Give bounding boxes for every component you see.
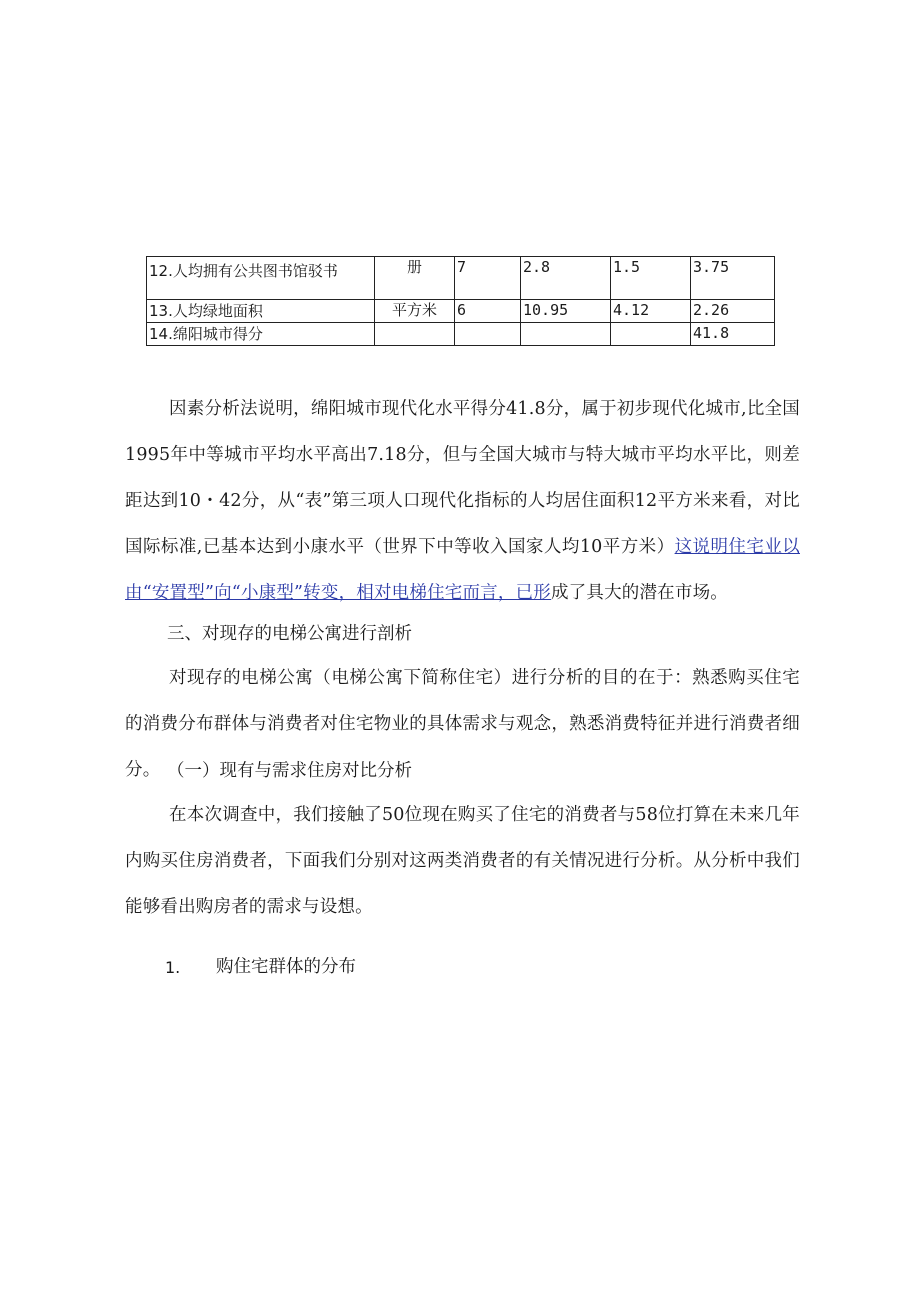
list-number: 1. xyxy=(165,958,181,977)
underlined-link-text[interactable]: 这说明住宅业以由“安置型”向“小康型”转变，相对电梯住宅而言，已形 xyxy=(125,537,800,603)
sub-heading: （一）现有与需求住房对比分析 xyxy=(167,761,412,781)
table-cell: 6 xyxy=(455,300,521,323)
table-cell: 1.5 xyxy=(611,257,691,300)
paragraph-text: 因素分析法说明，绵阳城市现代化水平得分41.8分，属于初步现代化城市,比全国1995年中等城市平均水平高出7.18分，但与全国大城市与特大城市平均水平比，则差距达到10・42分，从“表”第三项人口现代化指标的人均居住面积12平方米来看，对比国际标准,已基本达到小康水平（世界下中等收入国家人均10平方米） xyxy=(125,399,800,557)
table-cell xyxy=(455,323,521,346)
purpose-paragraph: 对现存的电梯公寓（电梯公寓下简称住宅）进行分析的目的在于：熟悉购买住宅的消费分布群体与消费者对住宅物业的具体需求与观念，熟悉消费特征并进行消费者细分。 xyxy=(125,668,800,780)
table-row xyxy=(147,257,775,300)
list-item-text: 购住宅群体的分布 xyxy=(216,957,356,977)
table-cell xyxy=(611,323,691,346)
survey-paragraph: 在本次调查中，我们接触了50位现在购买了住宅的消费者与58位打算在未来几年内购买住房消费者，下面我们分别对这两类消费者的有关情况进行分析。从分析中我们能够看出购房者的需求与设想。 xyxy=(125,805,800,917)
table-row xyxy=(147,300,775,323)
paragraph-tail: 成了具大的潜在市场。 xyxy=(550,583,728,603)
table-cell: 10.95 xyxy=(521,300,611,323)
table-cell: 41.8 xyxy=(691,323,775,346)
table-cell: 3.75 xyxy=(691,257,775,300)
indicator-unit: 平方米 xyxy=(375,300,455,323)
table-cell: 4.12 xyxy=(611,300,691,323)
indicator-name: 14.绵阳城市得分 xyxy=(147,323,375,346)
analysis-paragraph xyxy=(125,386,800,616)
indicator-name: 12.人均拥有公共图书馆驳书 xyxy=(147,257,375,300)
indicator-unit xyxy=(375,323,455,346)
table-cell: 2.26 xyxy=(691,300,775,323)
section-heading: 三、对现存的电梯公寓进行剖析 xyxy=(167,624,412,644)
table-cell xyxy=(521,323,611,346)
table-row xyxy=(147,323,775,346)
indicator-table xyxy=(146,256,775,346)
table-cell: 7 xyxy=(455,257,521,300)
indicator-unit: 册 xyxy=(375,257,455,300)
indicator-name: 13.人均绿地面积 xyxy=(147,300,375,323)
table-cell: 2.8 xyxy=(521,257,611,300)
